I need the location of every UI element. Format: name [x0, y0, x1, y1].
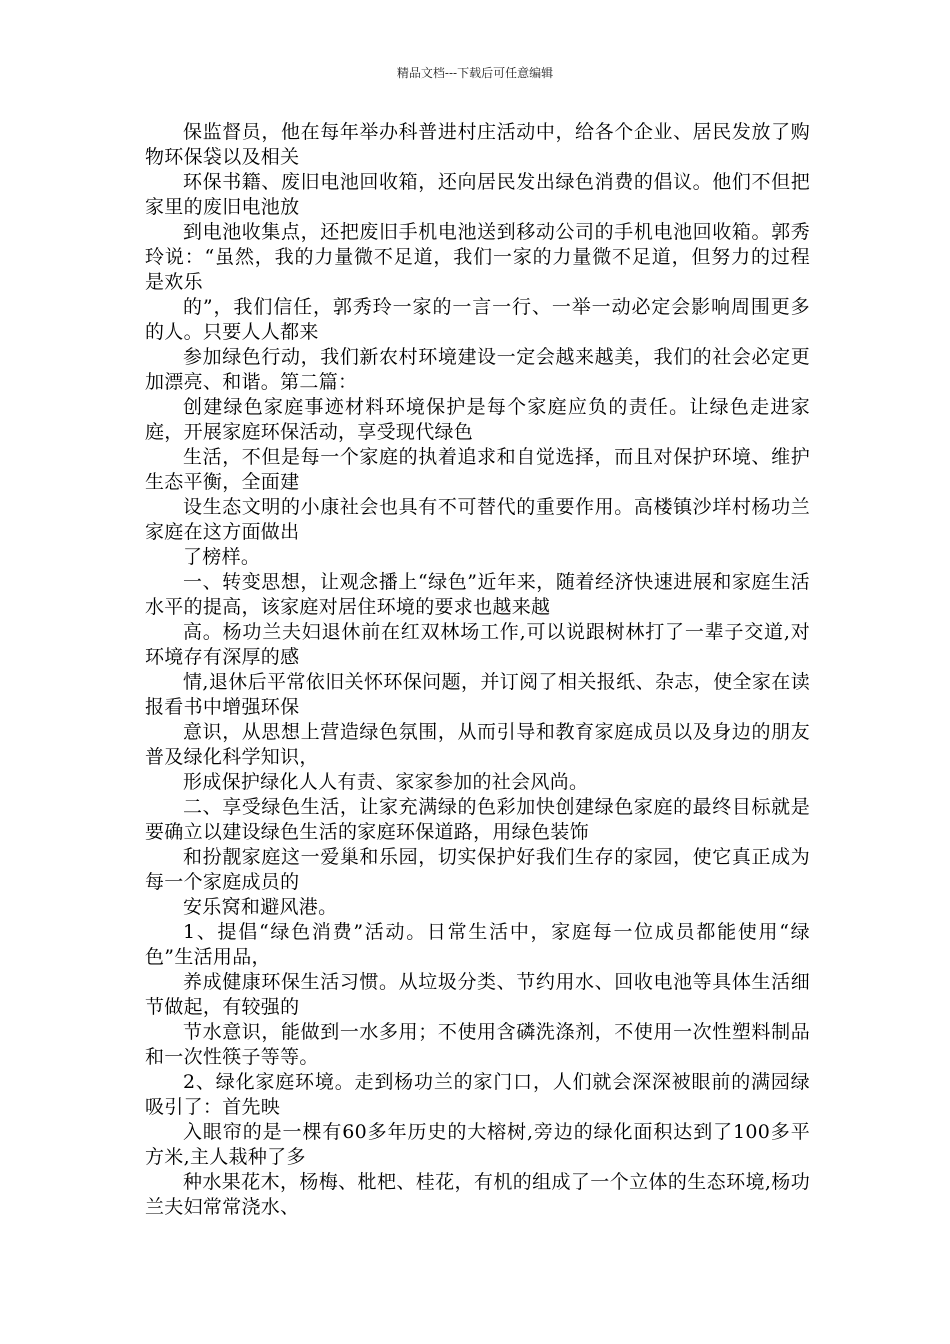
paragraph: 创建绿色家庭事迹材料环境保护是每个家庭应负的责任。让绿色走进家庭，开展家庭环保活动，享受现代绿色 [145, 396, 810, 443]
paragraph: 到电池收集点，还把废旧手机电池送到移动公司的手机电池回收箱。郭秀玲说：“虽然，我的力量微不足道，我们一家的力量微不足道，但努力的过程是欢乐 [145, 221, 810, 293]
paragraph: 设生态文明的小康社会也具有不可替代的重要作用。高楼镇沙垟村杨功兰家庭在这方面做出 [145, 496, 810, 543]
paragraph: 一、转变思想，让观念播上“绿色”近年来，随着经济快速进展和家庭生活水平的提高，该家庭对居住环境的要求也越来越 [145, 571, 810, 618]
paragraph: 了榜样。 [183, 546, 261, 568]
paragraph: 环保书籍、废旧电池回收箱，还向居民发出绿色消费的倡议。他们不但把家里的废旧电池放 [145, 171, 810, 218]
paragraph: 保监督员，他在每年举办科普进村庄活动中，给各个企业、居民发放了购物环保袋以及相关 [145, 121, 810, 168]
paragraph: 安乐窝和避风港。 [183, 896, 338, 918]
paragraph: 种水果花木，杨梅、枇杷、桂花，有机的组成了一个立体的生态环境,杨功兰夫妇常常浇水、 [145, 1171, 810, 1218]
paragraph: 2、绿化家庭环境。走到杨功兰的家门口，人们就会深深被眼前的满园绿吸引了：首先映 [145, 1071, 810, 1118]
paragraph: 和扮靓家庭这一爱巢和乐园，切实保护好我们生存的家园，使它真正成为每一个家庭成员的 [145, 846, 810, 893]
paragraph: 生活，不但是每一个家庭的执着追求和自觉选择，而且对保护环境、维护生态平衡，全面建 [145, 446, 810, 493]
paragraph: 的”，我们信任，郭秀玲一家的一言一行、一举一动必定会影响周围更多的人。只要人人都来 [145, 296, 810, 343]
paragraph: 养成健康环保生活习惯。从垃圾分类、节约用水、回收电池等具体生活细节做起，有较强的 [145, 971, 810, 1018]
paragraph: 高。杨功兰夫妇退休前在红双林场工作,可以说跟树林打了一辈子交道,对环境存有深厚的感 [145, 621, 810, 668]
paragraph: 1、提倡“绿色消费”活动。日常生活中，家庭每一位成员都能使用“绿色”生活用品， [145, 921, 810, 968]
paragraph: 意识，从思想上营造绿色氛围，从而引导和教育家庭成员以及身边的朋友普及绿化科学知识， [145, 721, 810, 768]
paragraph: 形成保护绿化人人有责、家家参加的社会风尚。 [183, 771, 589, 793]
paragraph: 入眼帘的是一棵有60多年历史的大榕树,旁边的绿化面积达到了100多平方米,主人栽种了多 [145, 1121, 810, 1168]
paragraph: 参加绿色行动，我们新农村环境建设一定会越来越美，我们的社会必定更加漂亮、和谐。第二篇： [145, 346, 810, 393]
document-body [145, 120, 810, 1220]
paragraph: 二、享受绿色生活，让家充满绿的色彩加快创建绿色家庭的最终目标就是要确立以建设绿色生活的家庭环保道路，用绿色装饰 [145, 796, 810, 843]
paragraph: 节水意识，能做到一水多用；不使用含磷洗涤剂，不使用一次性塑料制品和一次性筷子等等。 [145, 1021, 810, 1068]
page-header: 精品文档---下载后可任意编辑 [396, 66, 554, 80]
paragraph: 情,退休后平常依旧关怀环保问题，并订阅了相关报纸、杂志，使全家在读报看书中增强环保 [145, 671, 810, 718]
